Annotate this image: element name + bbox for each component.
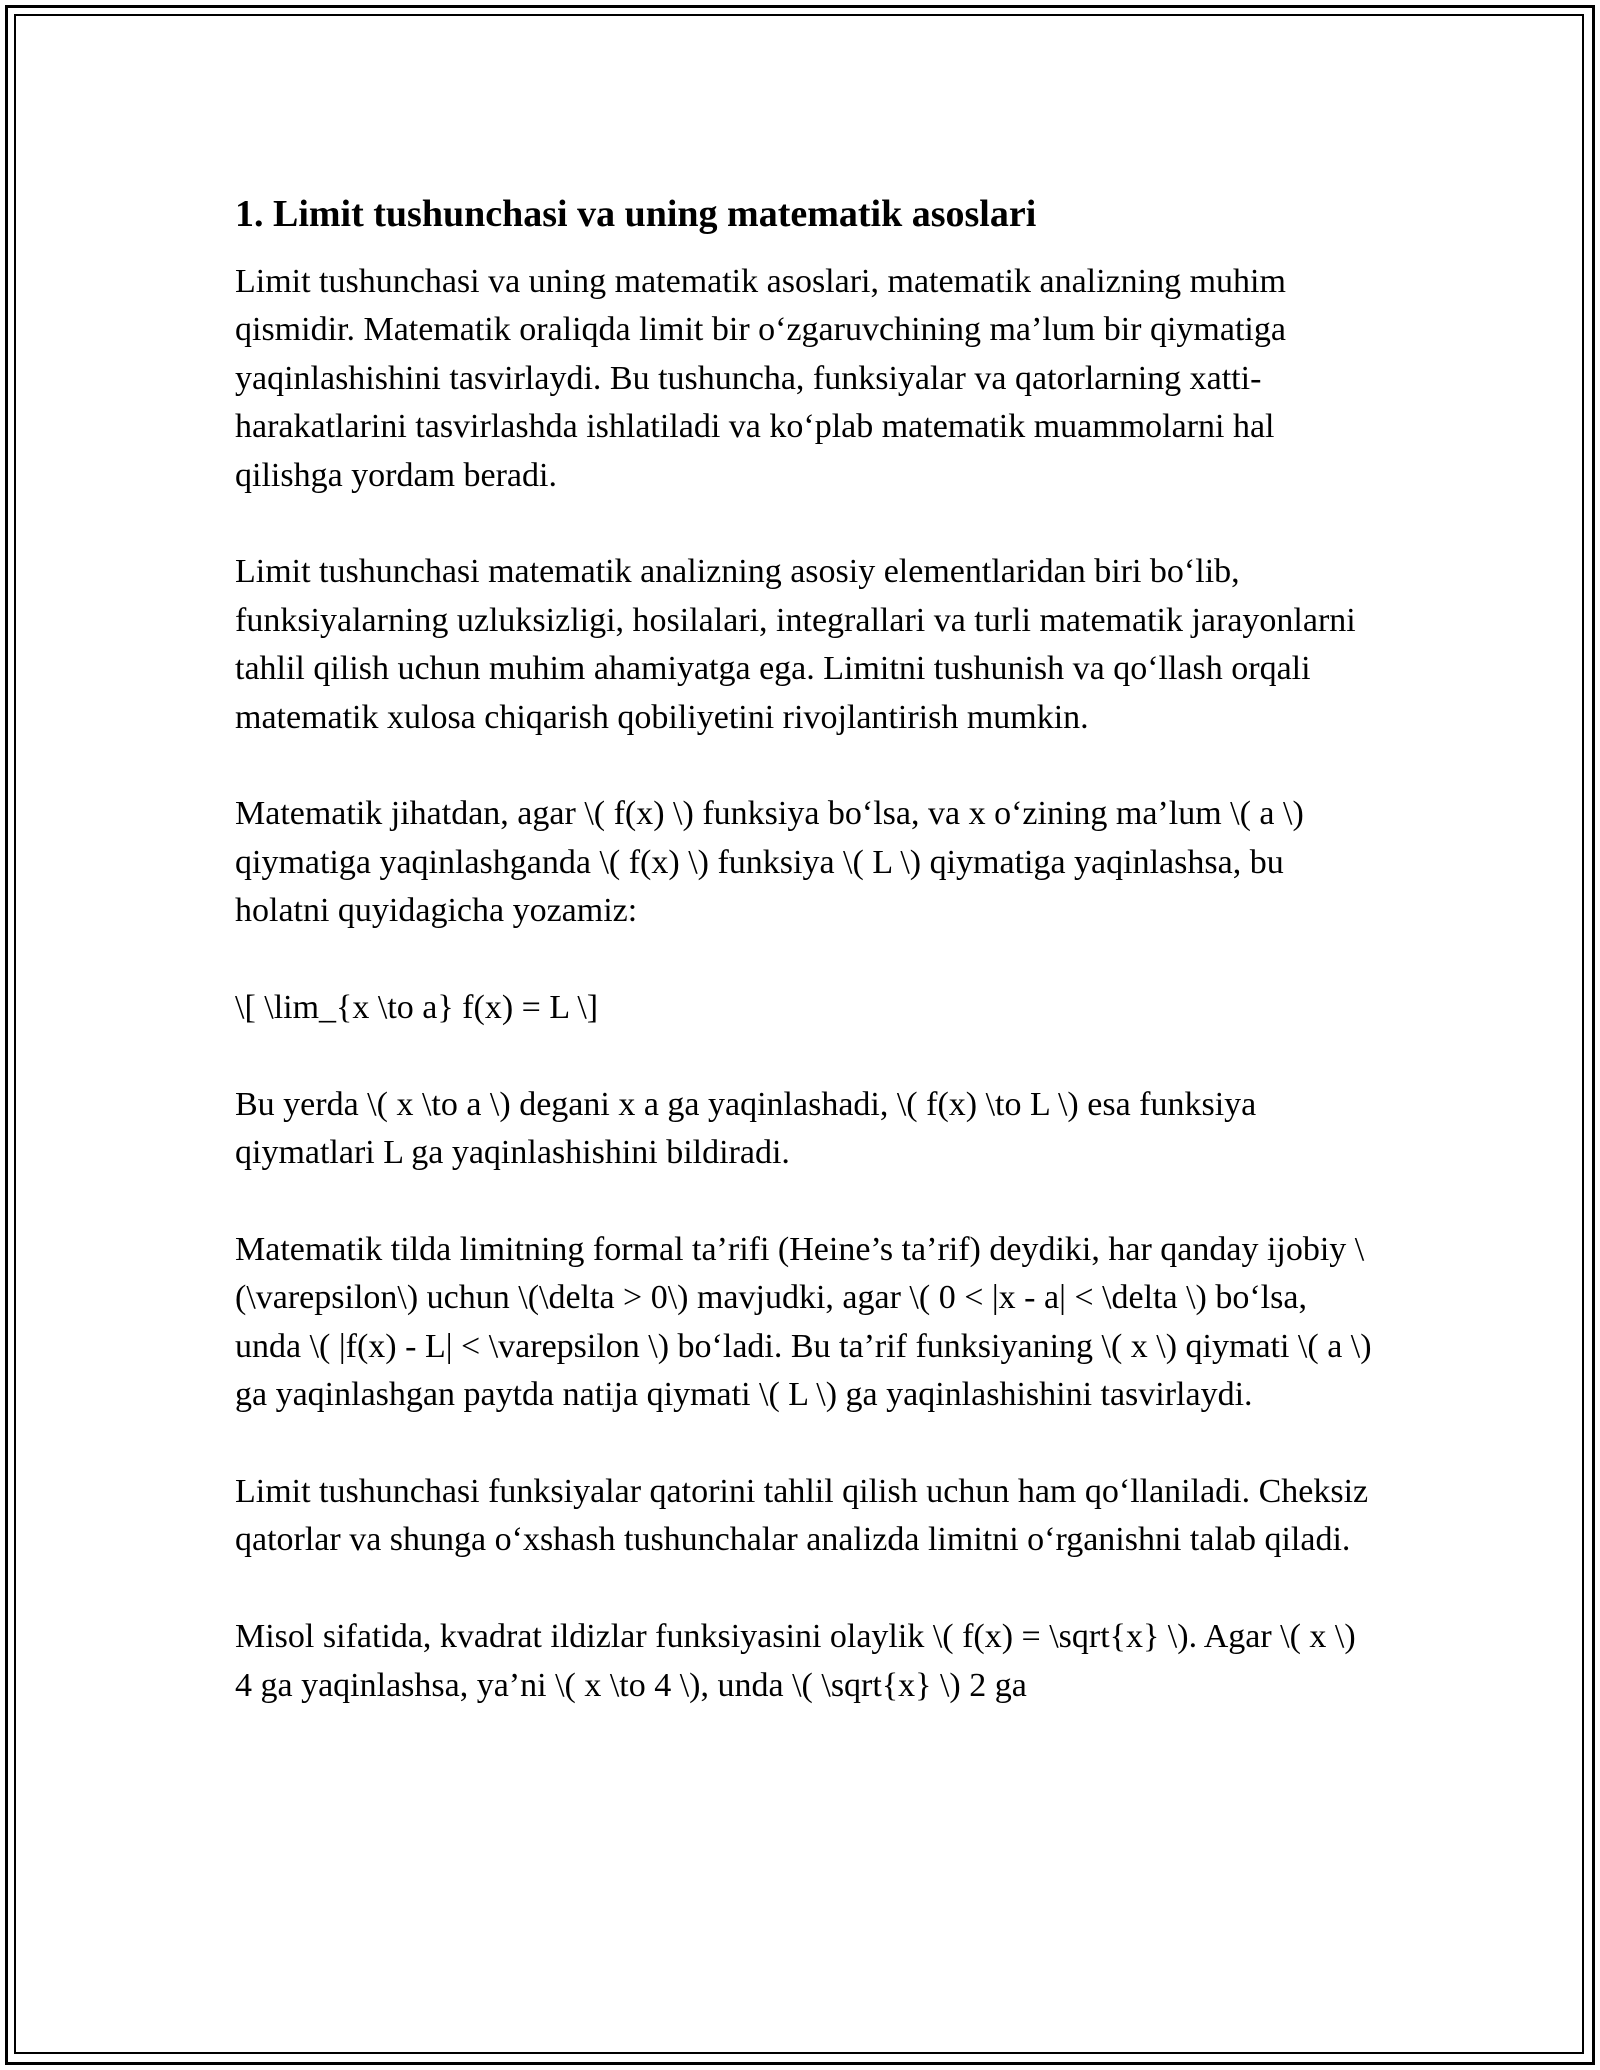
- paragraph-intro: Limit tushunchasi va uning matematik asoslari, matematik analizning muhim qismidir. Matematik oraliqda limit bir o‘zgaruvchining ma’lum bir qiymatiga yaqinlashishini tasvirlaydi. Bu tushuncha, funksiyalar va qatorlarning xatti-harakatlarini tasvirlashda ishlatiladi va ko‘plab matematik muammolarni hal qilishga yordam beradi.: [235, 263, 1286, 494]
- paragraph-definition: Matematik jihatdan, agar \( f(x) \) funksiya bo‘lsa, va x o‘zining ma’lum \( a \) qiymatiga yaqinlashganda \( f(x) \) funksiya \( L \) qiymatiga yaqinlashsa, bu holatni quyidagicha yozamiz:: [235, 795, 1304, 930]
- section-heading: 1. Limit tushunchasi va uning matematik asoslari: [235, 193, 1037, 235]
- paragraph-series: Limit tushunchasi funksiyalar qatorini tahlil qilish uchun ham qo‘llaniladi. Cheksiz qatorlar va shunga o‘xshash tushunchalar analizda limitni o‘rganishni talab qiladi.: [235, 1473, 1369, 1559]
- paragraph-formula: \[ \lim_{x \to a} f(x) = L \]: [235, 989, 599, 1027]
- paragraph-explanation: Bu yerda \( x \to a \) degani x a ga yaqinlashadi, \( f(x) \to L \) esa funksiya qiymatlari L ga yaqinlashishini bildiradi.: [235, 1085, 1257, 1172]
- paragraph-example: Misol sifatida, kvadrat ildizlar funksiyasini olaylik \( f(x) = \sqrt{x} \). Agar \( x \) 4 ga yaqinlashsa, ya’ni \( x \to 4 \), unda \( \sqrt{x} \) 2 ga: [235, 1618, 1356, 1704]
- paragraph-importance: Limit tushunchasi matematik analizning asosiy elementlaridan biri bo‘lib, funksiyalarning uzluksizligi, hosilalari, integrallari va turli matematik jarayonlarni tahlil qilish uchun muhim ahamiyatga ega. Limitni tushunish va qo‘llash orqali matematik xulosa chiqarish qobiliyetini rivojlantirish mumkin.: [235, 553, 1356, 736]
- document-body: [235, 186, 1375, 1758]
- paragraph-formal-definition: Matematik tilda limitning formal ta’rifi (Heine’s ta’rif) deydiki, har qanday ijobiy \(\varepsilon\) uchun \(\delta > 0\) mavjudki, agar \( 0 < |x - a| < \delta \) bo‘lsa, unda \( |f(x) - L| < \varepsilon \) bo‘ladi. Bu ta’rif funksiyaning \( x \) qiymati \( a \) ga yaqinlashgan paytda natija qiymati \( L \) ga yaqinlashishini tasvirlaydi.: [235, 1231, 1372, 1414]
